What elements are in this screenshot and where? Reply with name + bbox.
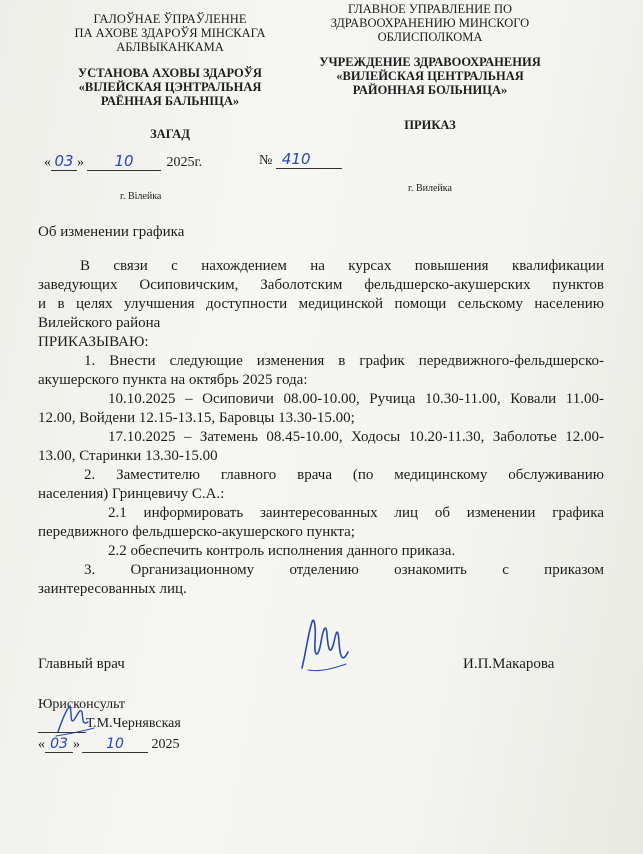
header-right-org-line2: ЗДРАВООХРАНЕНИЮ МИНСКОГО	[330, 16, 530, 30]
schedule-1-line-2: 12.00, Войдени 12.15-13.15, Баровцы 13.30-15.00;	[38, 410, 355, 426]
item-2-2: 2.2 обеспечить контроль исполнения данного приказа.	[108, 543, 456, 559]
legal-date-day: 03	[45, 736, 73, 753]
schedule-2-line-1: 17.10.2025 – Затемень 08.45-10.00, Ходосы 10.20-11.30, Заболотье 12.00-	[108, 429, 604, 445]
item-2-1-line-2: передвижного фельдшерско-акушерского пункта;	[38, 524, 355, 540]
item-3-line-1: 3. Организационному отделению ознакомить с приказом	[84, 562, 604, 578]
schedule-2-line-2: 13.00, Старинки 13.30-15.00	[38, 448, 218, 464]
header-left-org-line2: ПА АХОВЕ ЗДАРОЎЯ МІНСКАГА	[74, 26, 266, 40]
signatory-name: И.П.Макарова	[463, 656, 555, 672]
item-2-line-2: населения) Гринцевичу С.А.:	[38, 486, 225, 502]
preamble-line-1: В связи с нахождением на курсах повышения квалификации	[80, 258, 604, 274]
header-left-inst-line1: УСТАНОВА АХОВЫ ЗДАРОЎЯ	[78, 66, 262, 80]
schedule-1-line-1: 10.10.2025 – Осиповичи 08.00-10.00, Ручица 10.30-11.00, Ковали 11.00-	[108, 391, 604, 407]
header-left-inst-line3: РАЁННАЯ БАЛЬНІЦА»	[100, 94, 240, 108]
date-year: 2025г.	[166, 155, 203, 170]
item-2-line-1: 2. Заместителю главного врача (по медицинскому обслуживанию	[84, 467, 604, 483]
header-left-inst-line2: «ВІЛЕЙСКАЯ ЦЭНТРАЛЬНАЯ	[78, 80, 262, 94]
director-signature-icon	[296, 612, 356, 682]
preamble-line-3: и в целях улучшения доступности медицинской помощи сельскому населению	[38, 296, 604, 312]
legal-date-close-quote: »	[73, 737, 80, 752]
date-open-quote: «	[44, 155, 51, 170]
header-left-institution	[40, 66, 300, 108]
signatory-position: Главный врач	[38, 656, 125, 672]
legal-name-row	[38, 716, 181, 733]
preamble-line-4: Вилейского района	[38, 315, 161, 331]
header-left-org-line1: ГАЛОЎНАЕ ЎПРАЎЛЕННЕ	[93, 12, 247, 26]
header-right-org-line1: ГЛАВНОЕ УПРАВЛЕНИЕ ПО	[347, 2, 513, 16]
legal-signature-line	[38, 716, 86, 733]
header-right-inst-line3: РАЙОННАЯ БОЛЬНИЦА»	[352, 83, 508, 97]
legal-title: Юрисконсульт	[38, 697, 126, 712]
order-word: ПРИКАЗЫВАЮ:	[38, 334, 149, 350]
header-right-institution	[300, 55, 560, 97]
header-right-inst-line1: УЧРЕЖДЕНИЕ ЗДРАВООХРАНЕНИЯ	[319, 55, 541, 69]
date-day: 03	[51, 152, 77, 171]
header-right-org	[300, 2, 560, 44]
header-left-doc-type: ЗАГАД	[150, 127, 190, 141]
header-left-org	[40, 12, 300, 54]
document-subject: Об изменении графика	[38, 224, 185, 240]
preamble-line-2: заведующих Осиповичским, Заболотским фельдшерско-акушерских пунктов	[38, 277, 604, 293]
header-right-inst-line2: «ВИЛЕЙСКАЯ ЦЕНТРАЛЬНАЯ	[336, 69, 524, 83]
legal-date	[38, 736, 180, 753]
item-2-1-line-1: 2.1 информировать заинтересованных лиц об изменении графика	[108, 505, 604, 521]
date-month: 10	[87, 152, 161, 171]
header-right-city: г. Вилейка	[408, 183, 452, 194]
date-close-quote: »	[77, 155, 84, 170]
item-3-line-2: заинтересованных лиц.	[38, 581, 187, 597]
header-left-city: г. Вілейка	[120, 191, 162, 202]
header-right-org-line3: ОБЛИСПОЛКОМА	[377, 30, 483, 44]
order-number-value: 410	[276, 150, 342, 169]
legal-date-year: 2025	[151, 737, 180, 752]
legal-date-open-quote: «	[38, 737, 45, 752]
item-1-line-1: 1. Внести следующие изменения в график передвижного-фельдшерско-	[84, 353, 604, 369]
order-number	[259, 150, 342, 169]
item-1-line-2: акушерского пункта на октябрь 2025 года:	[38, 372, 308, 388]
header-right-doc-type: ПРИКАЗ	[404, 118, 456, 132]
header-left-org-line3: АБЛВЫКАНКАМА	[116, 40, 224, 54]
order-number-label: №	[259, 153, 273, 168]
legal-date-month: 10	[82, 736, 148, 753]
order-date	[44, 152, 202, 171]
legal-name: Т.М.Чернявская	[86, 716, 181, 731]
